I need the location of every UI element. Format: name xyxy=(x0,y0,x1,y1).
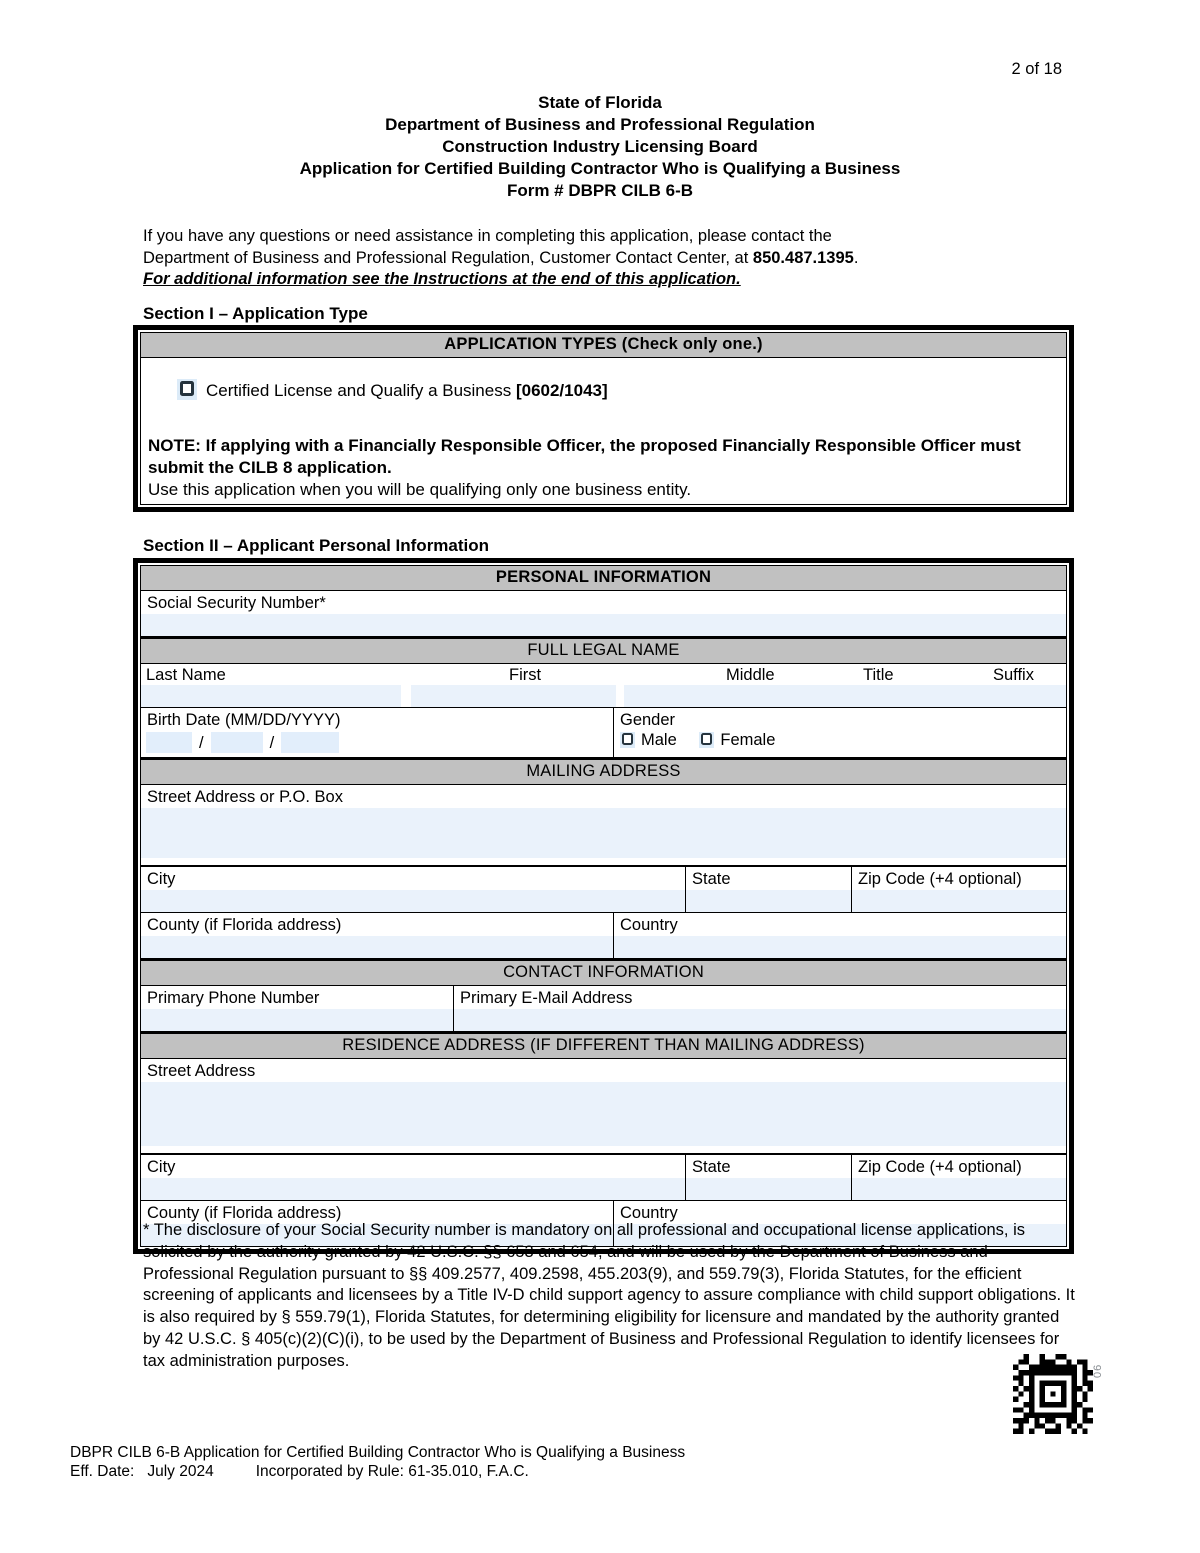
application-note xyxy=(148,435,1059,501)
contact-phone: 850.487.1395 xyxy=(752,248,854,267)
option-label: Certified License and Qualify a Business xyxy=(206,381,516,400)
ssn-input[interactable] xyxy=(141,614,1066,636)
residence-state-cell xyxy=(686,1155,852,1200)
note-plain-text: Use this application when you will be qualifying only one business entity. xyxy=(148,480,692,499)
footer-eff-date-label: Eff. Date: xyxy=(70,1462,135,1480)
suffix-label: Suffix xyxy=(993,666,1034,684)
gender-label: Gender xyxy=(620,711,676,729)
mailing-city-cell xyxy=(141,867,686,912)
birth-date-inputs: / / xyxy=(141,731,613,757)
title-line-department: Department of Business and Professional Regulation xyxy=(385,115,815,134)
aztec-barcode xyxy=(1013,1354,1093,1434)
first-name-label: First xyxy=(509,666,542,684)
certified-license-checkbox[interactable] xyxy=(177,379,197,400)
checkbox-icon xyxy=(180,381,194,396)
section1-heading: Section I – Application Type xyxy=(143,304,368,323)
state-label: State xyxy=(692,1158,731,1176)
title-line-board: Construction Industry Licensing Board xyxy=(442,137,758,156)
phone-label: Primary Phone Number xyxy=(147,989,320,1007)
birth-date-label: Birth Date (MM/DD/YYYY) xyxy=(147,711,341,729)
phone-input[interactable] xyxy=(141,1009,453,1031)
full-legal-name-header: FULL LEGAL NAME xyxy=(141,637,1066,664)
mailing-zip-cell xyxy=(852,867,1066,912)
last-name-input[interactable] xyxy=(141,685,401,707)
intro-line1: If you have any questions or need assistance in completing this application, please contact the xyxy=(143,227,832,245)
mailing-city-input[interactable] xyxy=(141,890,685,912)
country-label: Country xyxy=(620,1204,678,1222)
application-type-option xyxy=(177,379,608,401)
city-label: City xyxy=(147,1158,176,1176)
mailing-street-row xyxy=(141,785,1066,867)
mailing-address-header: MAILING ADDRESS xyxy=(141,758,1066,785)
male-label: Male xyxy=(641,731,677,749)
state-label: State xyxy=(692,870,731,888)
residence-zip-input[interactable] xyxy=(852,1178,1066,1200)
footer-rule: Incorporated by Rule: 61-35.010, F.A.C. xyxy=(255,1462,529,1480)
middle-title-suffix-input[interactable] xyxy=(624,685,1066,707)
female-checkbox[interactable] xyxy=(699,732,714,748)
name-labels xyxy=(141,664,1066,685)
birth-date-cell xyxy=(141,708,614,757)
title-line-application: Application for Certified Building Contractor Who is Qualifying a Business xyxy=(299,159,901,178)
zip-label: Zip Code (+4 optional) xyxy=(858,870,1022,888)
county-label: County (if Florida address) xyxy=(147,916,342,934)
page-number: 2 of 18 xyxy=(1011,60,1062,78)
mailing-county-input[interactable] xyxy=(141,936,613,958)
mailing-street-label: Street Address or P.O. Box xyxy=(147,788,343,806)
application-types-box xyxy=(133,325,1074,512)
option-code: [0602/1043] xyxy=(515,381,608,400)
last-name-label: Last Name xyxy=(146,666,226,684)
note-bold-text: NOTE: If applying with a Financially Responsible Officer, the proposed Financially Responsible Officer must submit the CILB 8 application. xyxy=(148,436,1021,477)
personal-information-table xyxy=(133,558,1074,1254)
male-checkbox[interactable] xyxy=(620,732,635,748)
footer-eff-date-value: July 2024 xyxy=(147,1462,214,1480)
ssn-disclosure-footnote: * The disclosure of your Social Security number is mandatory on all professional and occupational license applications, is solicited by the authority granted by 42 U.S.C. §§ 653 and 654, and will be used by the Department of Business and Professional Regulation pursuant to §§ 409.2577, 409.2598, 455.203(9), and 559.79(3), Florida Statutes, for the efficient screening of applicants and licensees by a Title IV-D child support agency to assure compliance with child support obligations. It is also required by § 559.79(1), Florida Statutes, for determining eligibility for licensure and mandated by the authority granted by 42 U.S.C. § 405(c)(2)(C)(i), to be used by the Department of Business and Professional Regulation to identify licensees for tax administration purposes. xyxy=(143,1221,1075,1370)
residence-street-label: Street Address xyxy=(147,1062,256,1080)
barcode-side-text: 06 xyxy=(1092,1363,1104,1378)
female-label: Female xyxy=(720,731,776,749)
personal-information-header: PERSONAL INFORMATION xyxy=(141,566,1066,591)
intro-line2: Department of Business and Professional Regulation, Customer Contact Center, at xyxy=(143,248,753,267)
birth-year-input[interactable] xyxy=(281,732,339,753)
name-row xyxy=(141,664,1066,708)
application-types-header: APPLICATION TYPES (Check only one.) xyxy=(141,333,1066,358)
page-footer xyxy=(70,1444,685,1481)
residence-city-row xyxy=(141,1155,1066,1201)
birth-day-input[interactable] xyxy=(211,732,263,753)
first-name-input[interactable] xyxy=(411,685,616,707)
ssn-row xyxy=(141,591,1066,637)
middle-name-label: Middle xyxy=(726,666,775,684)
mailing-zip-input[interactable] xyxy=(852,890,1066,912)
birth-month-input[interactable] xyxy=(146,732,192,753)
phone-cell xyxy=(141,986,454,1031)
mailing-county-cell xyxy=(141,913,614,958)
residence-street-row xyxy=(141,1059,1066,1155)
title-label: Title xyxy=(863,666,894,684)
contact-row xyxy=(141,986,1066,1032)
birth-gender-row xyxy=(141,708,1066,758)
mailing-state-input[interactable] xyxy=(686,890,851,912)
email-input[interactable] xyxy=(454,1009,1066,1031)
section2-heading: Section II – Applicant Personal Information xyxy=(143,536,490,555)
ssn-label: Social Security Number* xyxy=(147,594,326,612)
mailing-country-cell xyxy=(614,913,1066,958)
checkbox-icon xyxy=(701,733,712,745)
mailing-city-row xyxy=(141,867,1066,913)
gender-options xyxy=(614,731,1066,754)
residence-address-header: RESIDENCE ADDRESS (IF DIFFERENT THAN MAILING ADDRESS) xyxy=(141,1032,1066,1059)
residence-state-input[interactable] xyxy=(686,1178,851,1200)
title-line-form-number: Form # DBPR CILB 6-B xyxy=(506,181,694,200)
city-label: City xyxy=(147,870,176,888)
title-line-state: State of Florida xyxy=(538,93,662,112)
intro-emphasis: For additional information see the Instructions at the end of this application. xyxy=(143,270,741,289)
residence-city-cell xyxy=(141,1155,686,1200)
mailing-state-cell xyxy=(686,867,852,912)
gender-cell xyxy=(614,708,1066,757)
email-label: Primary E-Mail Address xyxy=(460,989,633,1007)
residence-city-input[interactable] xyxy=(141,1178,685,1200)
mailing-street-input[interactable] xyxy=(141,808,1066,858)
intro-paragraph: If you have any questions or need assistance in completing this application, please contact the Department of Business and Professional Regulation, Customer Contact Center, at 850.487.1395. For additional information see the Instructions at the end of this application. xyxy=(143,227,859,289)
county-label: County (if Florida address) xyxy=(147,1204,342,1222)
residence-street-input[interactable] xyxy=(141,1082,1066,1146)
zip-label: Zip Code (+4 optional) xyxy=(858,1158,1022,1176)
mailing-county-row xyxy=(141,913,1066,959)
contact-information-header: CONTACT INFORMATION xyxy=(141,959,1066,986)
checkbox-icon xyxy=(622,733,633,745)
footer-effective-date-line xyxy=(70,1463,685,1482)
document-title-block xyxy=(0,92,1200,202)
residence-zip-cell xyxy=(852,1155,1066,1200)
footer-form-title: DBPR CILB 6-B Application for Certified Building Contractor Who is Qualifying a Business xyxy=(70,1444,686,1461)
mailing-country-input[interactable] xyxy=(614,936,1066,958)
country-label: Country xyxy=(620,916,678,934)
email-cell xyxy=(454,986,1066,1031)
